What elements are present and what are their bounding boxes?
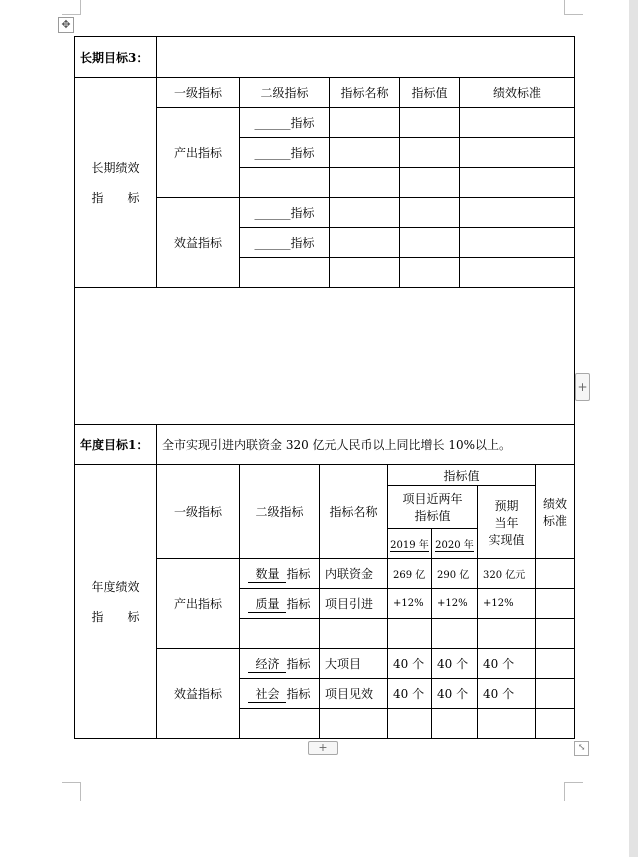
annual-perf-label-line2: 指 标: [91, 609, 140, 624]
add-row-button[interactable]: +: [308, 741, 338, 755]
annual-goal-content[interactable]: 全市实现引进内联资金 320 亿元人民币以上同比增长 10%以上。: [157, 425, 575, 465]
header-standard: [536, 465, 575, 559]
table-cell[interactable]: [320, 619, 388, 649]
level2-value: 质量: [248, 595, 286, 613]
table-cell[interactable]: [400, 258, 460, 288]
table-cell[interactable]: [400, 108, 460, 138]
table-cell[interactable]: [478, 709, 536, 739]
table-cell[interactable]: [388, 709, 432, 739]
table-resize-icon[interactable]: ⤡: [574, 741, 589, 756]
value-2019[interactable]: 40 个: [388, 649, 432, 679]
value-2019[interactable]: 40 个: [388, 679, 432, 709]
header-expected: [478, 486, 536, 559]
benefit-indicator-label: 效益指标: [157, 198, 240, 288]
blank-section[interactable]: [75, 288, 575, 425]
table-cell[interactable]: [400, 138, 460, 168]
table-cell[interactable]: [460, 198, 575, 228]
table-cell[interactable]: [388, 619, 432, 649]
level2-cell[interactable]: [240, 108, 330, 138]
goal-label: 长期目标3：: [75, 37, 157, 78]
goal-content[interactable]: [157, 37, 575, 78]
metric-suffix: 指标: [286, 566, 311, 581]
level2-cell[interactable]: [240, 198, 330, 228]
blank-line: ______: [254, 206, 291, 220]
benefit-indicator-label: 效益指标: [157, 649, 240, 739]
table-cell[interactable]: [460, 108, 575, 138]
annual-goal-label: 年度目标1：: [75, 425, 157, 465]
header-level1: 一级指标: [157, 465, 240, 559]
standard-value[interactable]: [536, 679, 575, 709]
level2-cell[interactable]: [240, 589, 320, 619]
table-cell[interactable]: [240, 619, 320, 649]
level2-value: 经济: [248, 655, 286, 673]
annual-goal-table: [74, 424, 575, 739]
metric-name[interactable]: 内联资金: [320, 559, 388, 589]
header-expected-line1: 预期: [494, 498, 519, 513]
page-corner-mark: [62, 0, 81, 15]
header-level2: 二级指标: [240, 78, 330, 108]
table-cell[interactable]: [240, 709, 320, 739]
table-cell[interactable]: [330, 108, 400, 138]
level2-cell[interactable]: [240, 138, 330, 168]
table-cell[interactable]: [536, 709, 575, 739]
header-standard-line1: 绩效: [542, 496, 567, 511]
header-level2: 二级指标: [240, 465, 320, 559]
table-cell[interactable]: [460, 138, 575, 168]
level2-cell[interactable]: [240, 679, 320, 709]
level2-value: 社会: [248, 685, 286, 703]
page-corner-mark: [564, 0, 583, 15]
table-cell[interactable]: [460, 228, 575, 258]
table-move-icon[interactable]: ✥: [58, 17, 74, 33]
header-recent-line2: 指标值: [414, 509, 451, 523]
header-year-2020: 2020 年: [432, 529, 478, 559]
annual-perf-indicator-label: [75, 465, 157, 739]
table-cell[interactable]: [400, 228, 460, 258]
page-corner-mark: [564, 782, 583, 801]
metric-suffix: 指标: [290, 146, 315, 160]
table-cell[interactable]: [330, 168, 400, 198]
blank-line: ______: [254, 236, 291, 250]
output-indicator-label: 产出指标: [157, 559, 240, 649]
standard-value[interactable]: [536, 649, 575, 679]
table-cell[interactable]: [400, 168, 460, 198]
add-column-button[interactable]: +: [575, 373, 590, 401]
output-indicator-label: 产出指标: [157, 108, 240, 198]
table-cell[interactable]: [320, 709, 388, 739]
scrollbar-edge[interactable]: [629, 0, 638, 857]
value-2020[interactable]: +12%: [432, 589, 478, 619]
header-standard-line2: 标准: [542, 513, 567, 528]
value-2019[interactable]: +12%: [388, 589, 432, 619]
metric-name[interactable]: 项目引进: [320, 589, 388, 619]
metric-suffix: 指标: [290, 206, 315, 220]
table-cell[interactable]: [330, 198, 400, 228]
header-level1: 一级指标: [157, 78, 240, 108]
table-cell[interactable]: [330, 228, 400, 258]
table-cell[interactable]: [432, 619, 478, 649]
header-recent-years: [388, 486, 478, 529]
blank-line: ______: [254, 146, 291, 160]
value-2019[interactable]: 269 亿: [388, 559, 432, 589]
long-term-goal-table: [74, 36, 575, 425]
table-cell[interactable]: [432, 709, 478, 739]
header-name: 指标名称: [320, 465, 388, 559]
metric-name[interactable]: 大项目: [320, 649, 388, 679]
header-expected-line2: 当年: [494, 515, 519, 530]
annual-perf-label-line1: 年度绩效: [91, 579, 140, 594]
expected-value[interactable]: 40 个: [478, 649, 536, 679]
expected-value[interactable]: +12%: [478, 589, 536, 619]
table-cell[interactable]: [400, 198, 460, 228]
level2-cell[interactable]: [240, 559, 320, 589]
table-cell[interactable]: [536, 619, 575, 649]
header-standard: 绩效标准: [460, 78, 575, 108]
header-value: 指标值: [400, 78, 460, 108]
table-cell[interactable]: [460, 258, 575, 288]
standard-value[interactable]: [536, 559, 575, 589]
level2-cell[interactable]: [240, 228, 330, 258]
perf-indicator-label: [75, 78, 157, 288]
metric-suffix: 指标: [290, 116, 315, 130]
value-2020[interactable]: 290 亿: [432, 559, 478, 589]
metric-suffix: 指标: [286, 656, 311, 671]
table-cell[interactable]: [330, 258, 400, 288]
metric-suffix: 指标: [286, 596, 311, 611]
header-year-2019: 2019 年: [388, 529, 432, 559]
header-recent-line1: 项目近两年: [402, 492, 463, 506]
metric-name[interactable]: 项目见效: [320, 679, 388, 709]
header-name: 指标名称: [330, 78, 400, 108]
table-cell[interactable]: [460, 168, 575, 198]
metric-suffix: 指标: [286, 686, 311, 701]
expected-value[interactable]: 40 个: [478, 679, 536, 709]
perf-label-line2: 指 标: [91, 190, 140, 205]
header-expected-line3: 实现值: [488, 532, 525, 547]
table-cell[interactable]: [240, 168, 330, 198]
table-cell[interactable]: [478, 619, 536, 649]
metric-suffix: 指标: [290, 236, 315, 250]
table-cell[interactable]: [330, 138, 400, 168]
expected-value[interactable]: 320 亿元: [478, 559, 536, 589]
blank-line: ______: [254, 116, 291, 130]
header-value: 指标值: [388, 465, 536, 486]
standard-value[interactable]: [536, 589, 575, 619]
value-2020[interactable]: 40 个: [432, 679, 478, 709]
value-2020[interactable]: 40 个: [432, 649, 478, 679]
level2-cell[interactable]: [240, 649, 320, 679]
level2-value: 数量: [248, 565, 286, 583]
perf-label-line1: 长期绩效: [91, 160, 140, 175]
page-corner-mark: [62, 782, 81, 801]
table-cell[interactable]: [240, 258, 330, 288]
